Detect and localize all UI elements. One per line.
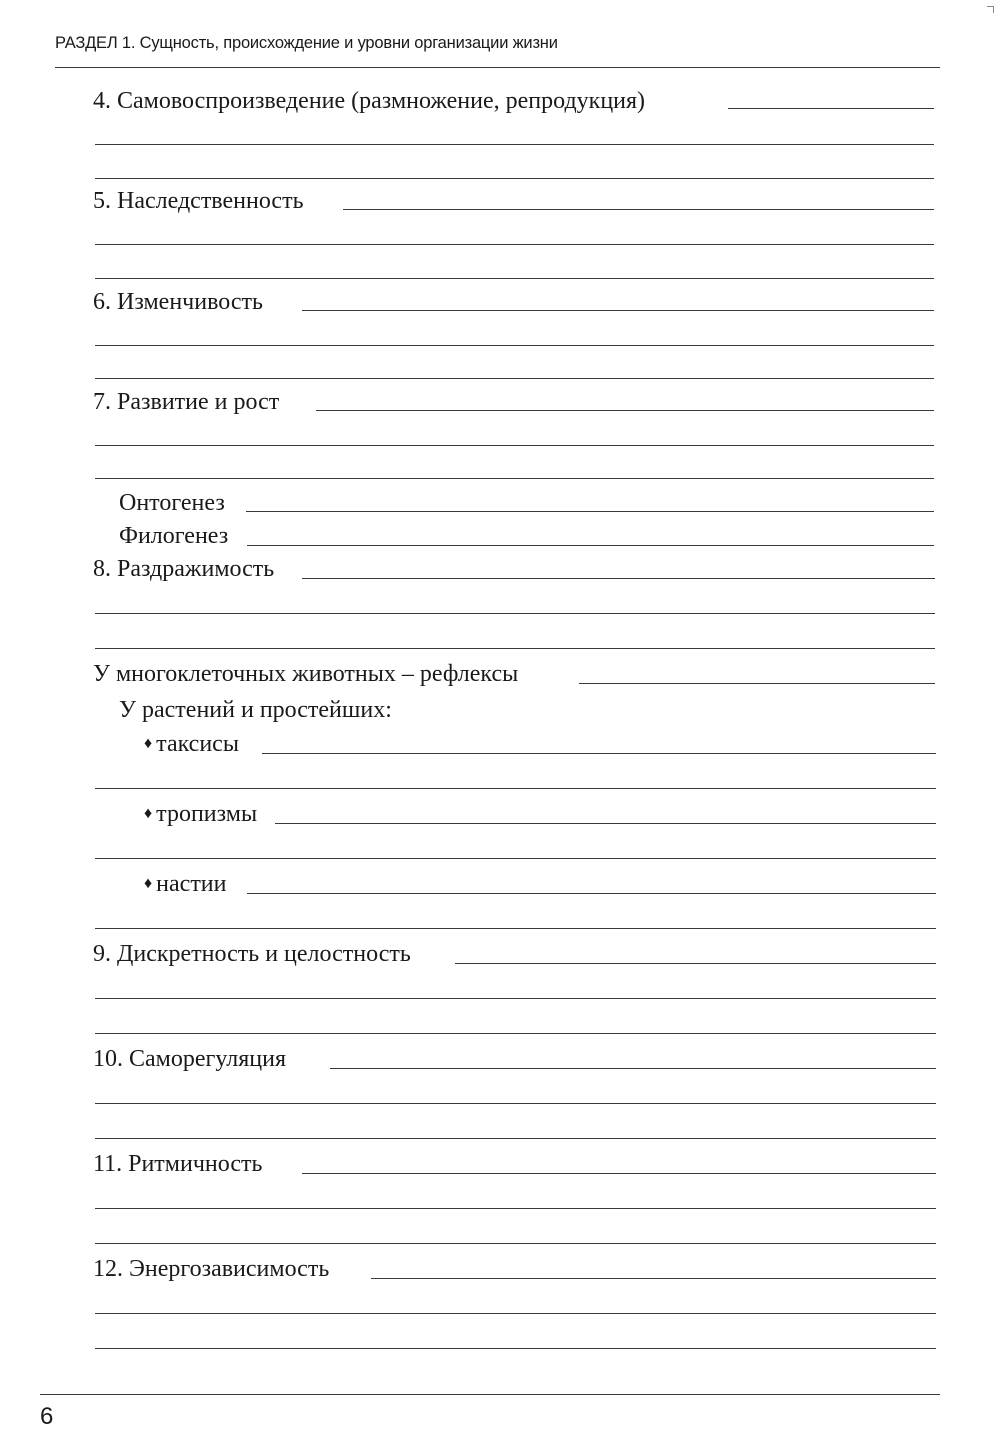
answer-line[interactable] (95, 998, 936, 999)
answer-line[interactable] (95, 1243, 936, 1244)
ontogenesis-label: Онтогенез (119, 490, 225, 516)
answer-line[interactable] (95, 478, 934, 479)
answer-line[interactable] (95, 278, 934, 279)
answer-line[interactable] (246, 511, 934, 512)
answer-line[interactable] (302, 578, 935, 579)
answer-line[interactable] (579, 683, 935, 684)
answer-line[interactable] (247, 545, 934, 546)
answer-line[interactable] (95, 345, 934, 346)
answer-line[interactable] (95, 788, 936, 789)
item-5-label: 5. Наследственность (93, 188, 304, 214)
answer-line[interactable] (302, 1173, 936, 1174)
diamond-bullet-icon: ♦ (144, 735, 153, 752)
answer-line[interactable] (728, 108, 934, 109)
answer-line[interactable] (275, 823, 936, 824)
answer-line[interactable] (95, 928, 936, 929)
item-6-label: 6. Изменчивость (93, 289, 263, 315)
answer-line[interactable] (95, 445, 934, 446)
section-header: РАЗДЕЛ 1. Сущность, происхождение и уровни организации жизни (55, 34, 558, 52)
answer-line[interactable] (95, 1208, 936, 1209)
answer-line[interactable] (455, 963, 936, 964)
answer-line[interactable] (95, 1103, 936, 1104)
item-9-label: 9. Дискретность и целостность (93, 941, 411, 967)
answer-line[interactable] (302, 310, 934, 311)
answer-line[interactable] (95, 178, 934, 179)
nastia-label: ♦ настии (144, 871, 227, 897)
answer-line[interactable] (95, 244, 934, 245)
item-4-label: 4. Самовоспроизведение (размножение, репродукция) (93, 88, 646, 114)
item-11-label: 11. Ритмичность (93, 1151, 263, 1177)
answer-line[interactable] (95, 858, 936, 859)
answer-line[interactable] (95, 378, 934, 379)
phylogenesis-label: Филогенез (119, 523, 229, 549)
item-12-label: 12. Энергозависимость (93, 1256, 330, 1282)
answer-line[interactable] (343, 209, 934, 210)
diamond-bullet-icon: ♦ (144, 875, 153, 892)
page-number: 6 (40, 1403, 54, 1430)
answer-line[interactable] (95, 1138, 936, 1139)
item-8-label: 8. Раздражимость (93, 556, 275, 582)
header-divider (55, 67, 940, 68)
answer-line[interactable] (95, 1313, 936, 1314)
answer-line[interactable] (262, 753, 936, 754)
taxis-label: ♦ таксисы (144, 731, 239, 757)
answer-line[interactable] (95, 1033, 936, 1034)
crop-mark (987, 6, 994, 13)
answer-line[interactable] (316, 410, 934, 411)
answer-line[interactable] (371, 1278, 936, 1279)
plants-protozoa-label: У растений и простейших: (119, 697, 392, 723)
answer-line[interactable] (95, 144, 934, 145)
diamond-bullet-icon: ♦ (144, 805, 153, 822)
item-7-label: 7. Развитие и рост (93, 389, 280, 415)
tropism-label: ♦ тропизмы (144, 801, 258, 827)
answer-line[interactable] (330, 1068, 936, 1069)
item-10-label: 10. Саморегуляция (93, 1046, 287, 1072)
answer-line[interactable] (247, 893, 936, 894)
answer-line[interactable] (95, 1348, 936, 1349)
footer-divider (40, 1394, 940, 1395)
answer-line[interactable] (95, 613, 935, 614)
answer-line[interactable] (95, 648, 935, 649)
multicellular-reflexes-label: У многоклеточных животных – рефлексы (93, 661, 519, 687)
